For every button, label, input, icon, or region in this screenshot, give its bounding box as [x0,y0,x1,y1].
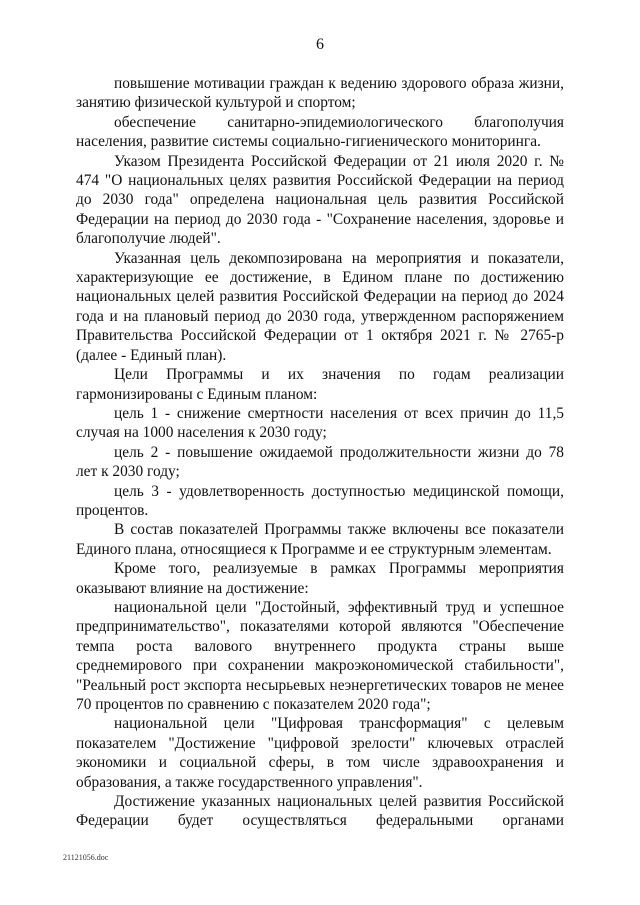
paragraph: Кроме того, реализуемые в рамках Программы мероприятия оказывают влияние на достижение: [76,560,564,597]
footer-document-code: 21121056.doc [63,853,109,862]
paragraph: Указом Президента Российской Федерации от 21 июля 2020 г. № 474 "О национальных целях развития Российской Федерации на период до 2030 года" определена национальная цель развития Российской Федерации на период до 2030 года - "Сохранение населения, здоровье и благополучие людей". [76,152,564,248]
paragraph: обеспечение санитарно-эпидемиологического благополучия населения, развитие системы социально-гигиенического мониторинга. [76,113,564,151]
paragraph: национальной цели "Цифровая трансформация" с целевым показателем "Достижение "цифровой зрелости" ключевых отраслей экономики и социальной сферы, в том числе здравоохранения и образования, а также государственного управления". [76,715,564,791]
paragraph: цель 1 - снижение смертности населения от всех причин до 11,5 случая на 1000 населения к 2030 году; [76,404,564,442]
paragraph: В состав показателей Программы также включены все показатели Единого плана, относящиеся к Программе и ее структурным элементам. [76,521,564,558]
paragraph: Достижение указанных национальных целей развития Российской Федерации будет осуществляться федеральными органами [76,793,564,830]
paragraph: национальной цели "Достойный, эффективный труд и успешное предпринимательство", показателями которой являются "Обеспечение темпа роста валового внутреннего продукта страны выше среднемирового при сохранении макроэкономической стабильности", "Реальный рост экспорта несырьевых неэнергетических товаров не менее 70 процентов по сравнению с показателем 2020 года"; [76,598,564,713]
paragraph: Указанная цель декомпозирована на мероприятия и показатели, характеризующие ее достижение, в Едином плане по достижению национальных целей развития Российской Федерации на период до 2024 года и на плановый период до 2030 года, утвержденном распоряжением Правительства Российской Федерации от 1 октября 2021 г. № 2765-р (далее - Единый план). [76,249,564,364]
paragraph: повышение мотивации граждан к ведению здорового образа жизни, занятию физической культурой и спортом; [76,75,564,112]
paragraph: цель 3 - удовлетворенность доступностью медицинской помощи, процентов. [76,482,564,519]
paragraph: Цели Программы и их значения по годам реализации гармонизированы с Единым планом: [76,366,564,403]
document-body [76,74,564,831]
page-number: 6 [316,36,324,53]
paragraph: цель 2 - повышение ожидаемой продолжительности жизни до 78 лет к 2030 году; [76,443,564,481]
